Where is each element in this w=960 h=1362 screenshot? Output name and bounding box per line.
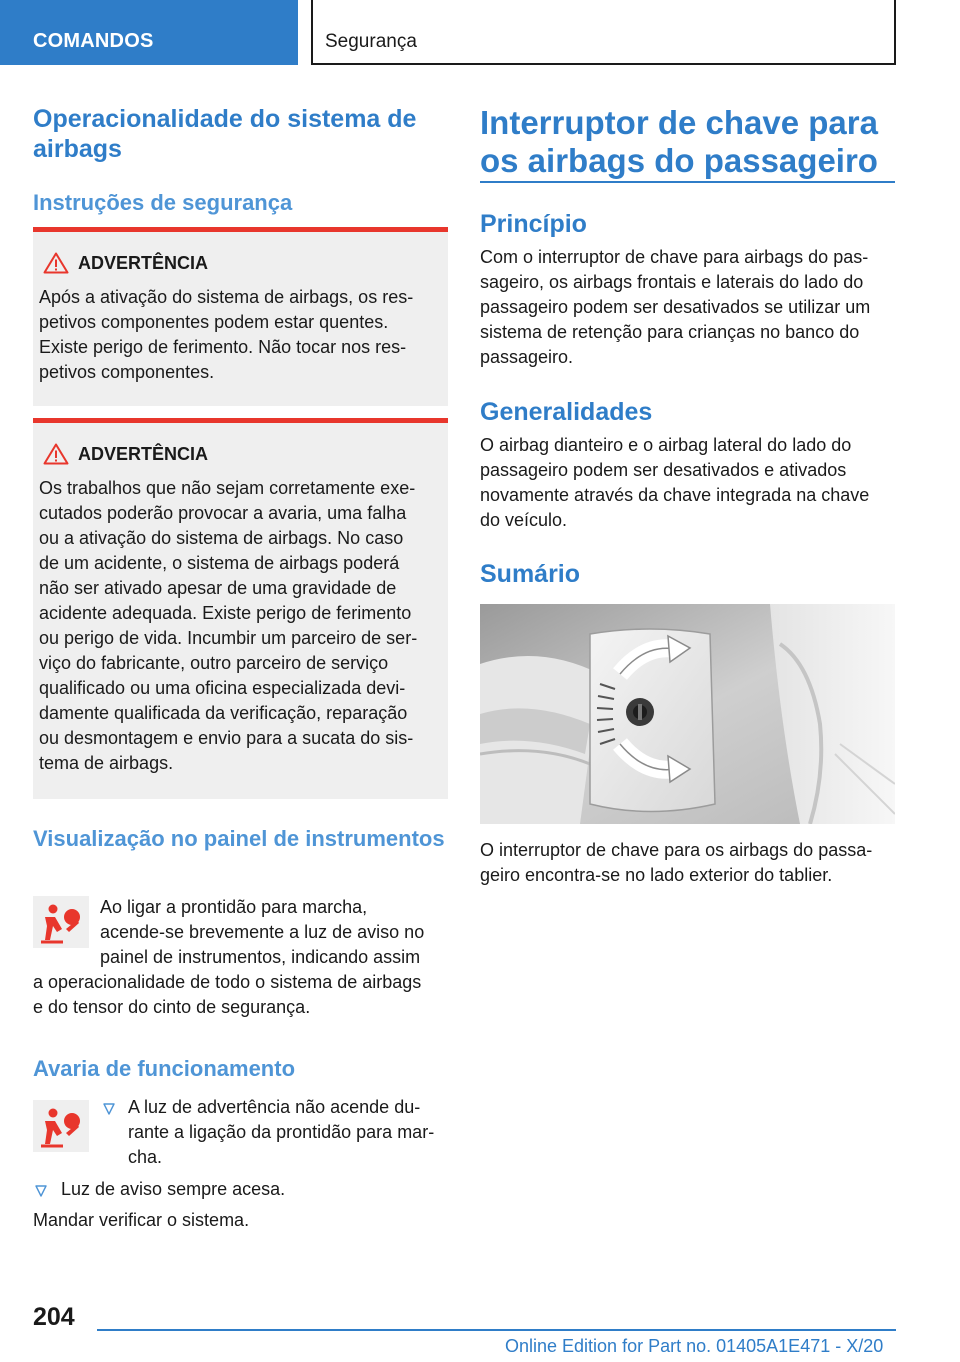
warning-text [39,285,439,385]
display-heading: Visualização no painel de instrumentos [33,826,445,851]
text-line: rante a ligação da prontidão para mar- [128,1122,435,1142]
text-line: ou a ativação do sistema de airbags. No caso [39,528,404,548]
text-line: painel de instrumentos, indicando assim [100,947,421,967]
text-line: viço do fabricante, outro parceiro de serviço [39,653,389,673]
text-line: sistema de retenção para crianças no banco do [480,322,860,342]
airbag-warning-light-icon [33,1100,89,1152]
text-line: acende-se brevemente a luz de aviso no [100,922,425,942]
text-line: do veículo. [480,510,568,530]
text-line: Os trabalhos que não sejam corretamente exe- [39,478,416,498]
chapter-tab-label: COMANDOS [33,30,154,52]
fault-heading: Avaria de funcionamento [33,1056,296,1081]
text-line: passageiro podem ser desativados e ativados [480,460,847,480]
text-line: ou desmontagem e envio para a sucata do sis- [39,728,414,748]
triangle-bullet-icon [35,1184,47,1198]
text-line: sageiro, os airbags frontais e laterais do lado do [480,272,864,292]
text-line: O interruptor de chave para os airbags do passa- [480,840,873,860]
fault-item-1 [128,1095,450,1170]
chapter-tab [0,0,298,65]
warning-title: ADVERTÊNCIA [78,444,209,464]
general-heading: Generalidades [480,398,653,426]
text-line: petivos componentes. [39,362,215,382]
text-line: Após a ativação do sistema de airbags, os res- [39,287,414,307]
header-right-edge [894,0,896,65]
text-line: A luz de advertência não acende du- [128,1097,421,1117]
warning-title: ADVERTÊNCIA [78,253,209,273]
page-number: 204 [33,1303,75,1331]
text-line: damente qualificada da verificação, reparação [39,703,408,723]
text-line: Com o interruptor de chave para airbags do pas- [480,247,869,267]
section-title: Operacionalidade do sistema de airbags [33,105,417,163]
text-line: petivos componentes podem estar quentes. [39,312,389,332]
triangle-bullet-icon [103,1102,115,1116]
text-line: não ser ativado apesar de uma gravidade de [39,578,397,598]
header-underline [311,63,896,65]
text-line: acidente adequada. Existe perigo de ferimento [39,603,412,623]
warning-box-2 [33,418,448,799]
title-underline [480,181,895,183]
footer-edition-text: Online Edition for Part no. 01405A1E471 - X/20 [505,1336,884,1356]
fault-item-2: Luz de aviso sempre acesa. [61,1179,286,1199]
text-line: qualificado ou uma oficina especializada devi- [39,678,406,698]
text-line: geiro encontra-se no lado exterior do tablier. [480,865,833,885]
header-divider [311,0,313,64]
summary-heading: Sumário [480,560,581,588]
text-line: de um acidente, o sistema de airbags poderá [39,553,400,573]
text-line: passageiro. [480,347,574,367]
text-line: cutados poderão provocar a avaria, uma falha [39,503,407,523]
fault-action: Mandar verificar o sistema. [33,1210,250,1230]
text-line: novamente através da chave integrada na chave [480,485,870,505]
main-title [480,104,895,180]
main-title-line: os airbags do passageiro [480,142,878,179]
text-line: Ao ligar a prontidão para marcha, [100,897,368,917]
footer-rule [97,1329,896,1331]
general-text [480,433,900,533]
safety-heading: Instruções de segurança [33,190,293,215]
display-text-indented [100,895,450,970]
display-text-full [33,970,453,1020]
text-line: tema de airbags. [39,753,174,773]
text-line: e do tensor do cinto de segurança. [33,997,311,1017]
airbag-warning-light-icon [33,896,89,948]
text-line: passageiro podem ser desativados se utilizar um [480,297,871,317]
text-line: ou perigo de vida. Incumbir um parceiro de ser- [39,628,418,648]
principle-heading: Princípio [480,210,587,238]
warning-triangle-icon [43,443,69,465]
photo-caption [480,838,900,888]
text-line: cha. [128,1147,163,1167]
text-line: a operacionalidade de todo o sistema de airbags [33,972,422,992]
text-line: Existe perigo de ferimento. Não tocar nos res- [39,337,407,357]
key-switch-photo [480,604,895,824]
text-line: O airbag dianteiro e o airbag lateral do lado do [480,435,852,455]
warning-text [39,476,439,776]
principle-text [480,245,900,370]
section-label: Segurança [325,31,417,52]
warning-triangle-icon [43,252,69,274]
warning-box-1 [33,227,448,406]
main-title-line: Interruptor de chave para [480,104,878,141]
